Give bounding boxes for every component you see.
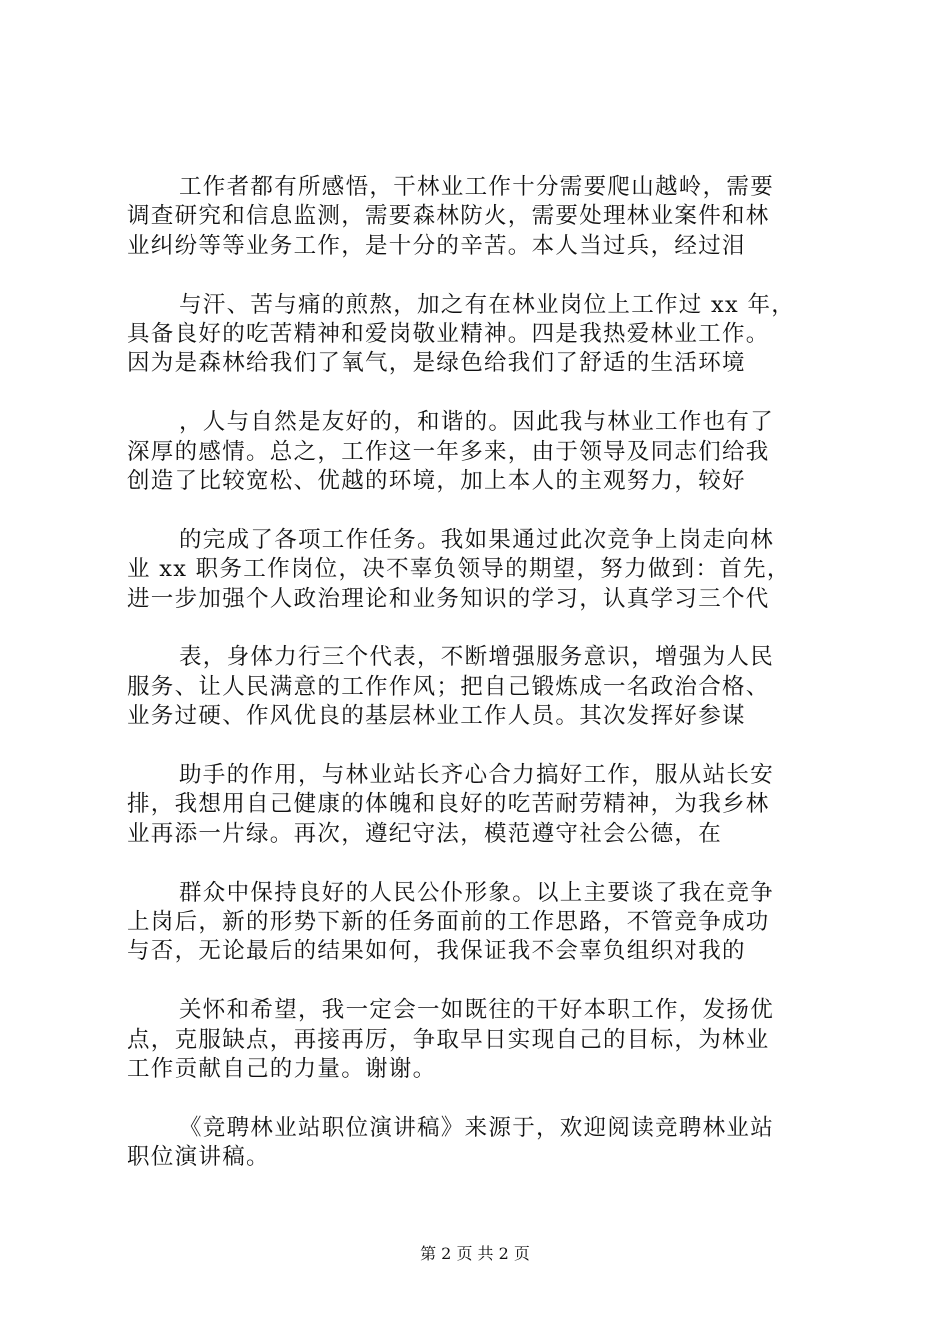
paragraph (127, 996, 837, 1114)
paragraph (127, 173, 837, 291)
paragraph (127, 761, 837, 879)
text-line: 深厚的感情。总之，工作这一年多来，由于领导及同志们给我 (127, 438, 770, 465)
text-line: 与汗、苦与痛的煎熬，加之有在林业岗位上工作过 xx 年， (179, 291, 796, 318)
text-line: 与否，无论最后的结果如何，我保证我不会辜负组织对我的 (127, 938, 746, 965)
text-line: 工作者都有所感悟，干林业工作十分需要爬山越岭，需要 (179, 174, 775, 200)
text-line: 因为是森林给我们了氧气，是绿色给我们了舒适的生活环境 (127, 350, 746, 377)
source-note (127, 1114, 837, 1232)
text-line: 助手的作用，与林业站长齐心合力搞好工作，服从站长安 (179, 761, 775, 788)
text-line: 关怀和希望，我一定会一如既往的干好本职工作，发扬优 (179, 997, 775, 1024)
paragraph (127, 526, 837, 644)
paragraph (127, 643, 837, 761)
text-line: 业务过硬、作风优良的基层林业工作人员。其次发挥好参谋 (127, 703, 746, 730)
text-line: 业再添一片绿。再次，遵纪守法，模范遵守社会公德，在 (127, 820, 723, 847)
text-line: 工作贡献自己的力量。谢谢。 (127, 1055, 437, 1082)
text-line: 群众中保持良好的人民公仆形象。以上主要谈了我在竞争 (179, 879, 775, 906)
text-line: 进一步加强个人政治理论和业务知识的学习，认真学习三个代 (127, 585, 770, 612)
text-line: 排，我想用自己健康的体魄和良好的吃苦耐劳精神，为我乡林 (127, 791, 770, 818)
text-line: 服务、让人民满意的工作作风；把自己锻炼成一名政治合格、 (127, 673, 770, 700)
text-line: 业 xx 职务工作岗位，决不辜负领导的期望，努力做到：首先， (127, 556, 791, 583)
paragraph (127, 879, 837, 997)
text-line: 创造了比较宽松、优越的环境，加上本人的主观努力，较好 (127, 467, 746, 494)
text-line: 调查研究和信息监测，需要森林防火，需要处理林业案件和林 (127, 203, 770, 230)
text-line: 表，身体力行三个代表，不断增强服务意识，增强为人民 (179, 644, 775, 671)
text-line: 具备良好的吃苦精神和爱岗敬业精神。四是我热爱林业工作。 (127, 320, 770, 347)
text-line: 职位演讲稿。 (127, 1144, 270, 1171)
text-line: 上岗后，新的形势下新的任务面前的工作思路，不管竞争成功 (127, 908, 770, 935)
text-line: 《竞聘林业站职位演讲稿》来源于，欢迎阅读竞聘林业站 (179, 1114, 775, 1141)
paragraph (127, 408, 837, 526)
page-number-footer: 第 2 页 共 2 页 (420, 1244, 530, 1263)
text-line: ，人与自然是友好的，和谐的。因此我与林业工作也有了 (179, 409, 775, 436)
document-body (127, 173, 837, 1231)
paragraph (127, 291, 837, 409)
text-line: 的完成了各项工作任务。我如果通过此次竞争上岗走向林 (179, 526, 775, 553)
text-line: 点，克服缺点，再接再厉，争取早日实现自己的目标，为林业 (127, 1026, 770, 1053)
text-line: 业纠纷等等业务工作，是十分的辛苦。本人当过兵，经过泪 (127, 232, 746, 259)
